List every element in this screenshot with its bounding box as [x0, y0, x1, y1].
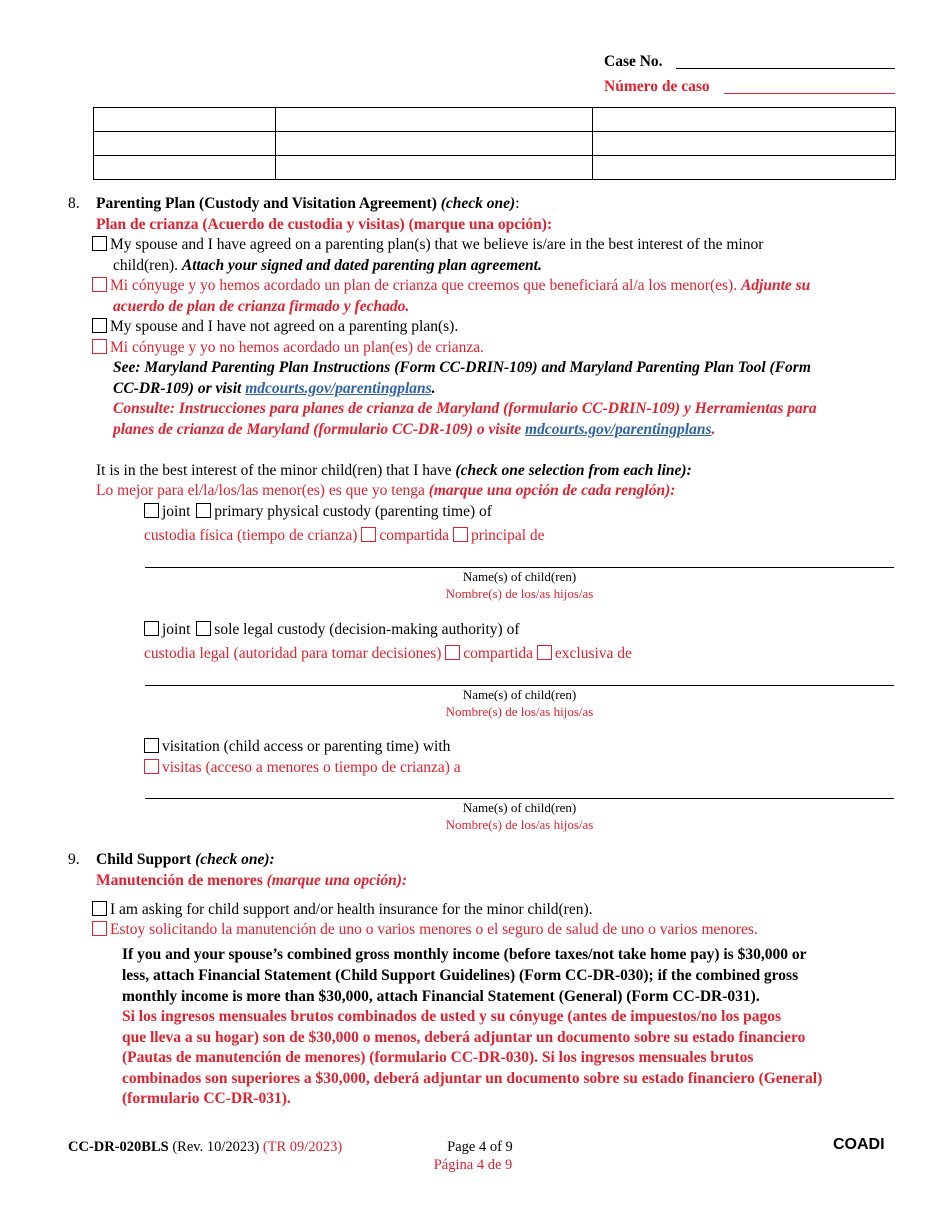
section-9-title-suffix: (check one):: [195, 851, 275, 868]
case-no-field[interactable]: [676, 68, 895, 69]
opt1-checkbox[interactable]: [92, 236, 107, 251]
parenting-plans-link-es[interactable]: mdcourts.gov/parentingplans: [525, 421, 712, 438]
legal-joint-checkbox[interactable]: [144, 621, 159, 636]
child-support-text: I am asking for child support and/or health insurance for the minor child(ren).: [110, 901, 593, 918]
child-support-es-checkbox[interactable]: [92, 921, 107, 936]
section-8-title-es: Plan de crianza (Acuerdo de custodia y visitas) (marque una opción):: [96, 216, 553, 233]
best-interest-es: [96, 481, 675, 501]
opt1-es-text: Mi cónyuge y yo hemos acordado un plan de crianza que creemos que beneficiará al/a los menor(es).: [110, 277, 738, 294]
legal-es-joint-checkbox[interactable]: [445, 645, 460, 660]
opt1-es-checkbox[interactable]: [92, 277, 107, 292]
legal-joint-label: joint: [162, 621, 191, 638]
table-cell[interactable]: [276, 108, 593, 132]
physical-custody-es-label: custodia física (tiempo de crianza): [144, 527, 358, 544]
legal-sole-checkbox[interactable]: [196, 621, 211, 636]
info-table: [93, 107, 896, 180]
visitation-es-row: [144, 758, 461, 778]
physical-es-joint-label: compartida: [379, 527, 450, 544]
child-support-row: [92, 900, 593, 920]
physical-joint-label: joint: [162, 503, 191, 520]
best-interest-es-instruction: (marque una opción de cada renglón):: [428, 482, 676, 499]
legal-custody-names-field[interactable]: [145, 685, 894, 686]
page-number: Page 4 of 9: [447, 1139, 513, 1155]
opt1-line2: [113, 256, 542, 276]
case-no-field-es[interactable]: [724, 93, 895, 94]
opt2-es-text: Mi cónyuge y yo no hemos acordado un plan(es) de crianza.: [110, 339, 485, 356]
table-cell[interactable]: [94, 156, 276, 180]
section-9-number: 9.: [68, 851, 80, 868]
opt1-es-row: [92, 276, 810, 296]
opt2-es-row: [92, 338, 484, 358]
legal-es-sole-label: exclusiva de: [554, 645, 632, 662]
physical-custody-label: primary physical custody (parenting time) of: [214, 503, 492, 520]
see-end: .: [431, 380, 436, 397]
opt1-es-attach-cont: acuerdo de plan de crianza firmado y fechado.: [113, 298, 410, 315]
note-es-line-4: combinados son superiores a $30,000, deberá adjuntar un documento sobre su estado financiero (General): [122, 1070, 823, 1087]
best-interest: [96, 461, 692, 481]
legal-custody-es-row: [144, 644, 632, 664]
legal-custody-es-label: custodia legal (autoridad para tomar decisiones): [144, 645, 442, 662]
opt1-attach: Attach your signed and dated parenting plan agreement.: [181, 257, 542, 274]
see-line1: See: Maryland Parenting Plan Instructions (Form CC-DRIN-109) and Maryland Parenting Plan Tool (Form: [113, 359, 811, 376]
form-tr: (TR 09/2023): [262, 1139, 343, 1155]
visitation-checkbox[interactable]: [144, 738, 159, 753]
legal-es-joint-label: compartida: [463, 645, 534, 662]
best-interest-text: It is in the best interest of the minor child(ren) that I have: [96, 462, 452, 479]
note-es-line-5: (formulario CC-DR-031).: [122, 1090, 291, 1107]
physical-custody-row: [144, 502, 492, 522]
opt1-text: My spouse and I have agreed on a parenting plan(s) that we believe is/are in the best interest of the minor: [110, 236, 764, 253]
visitation-label: visitation (child access or parenting time) with: [162, 738, 451, 755]
table-cell[interactable]: [276, 132, 593, 156]
section-9-title-es-suffix: (marque una opción):: [266, 872, 408, 889]
names-label-es: Nombre(s) de los/as hijos/as: [445, 586, 594, 601]
opt1-es-attach: Adjunte su: [740, 277, 811, 294]
note-es-line-1: Si los ingresos mensuales brutos combinados de usted y su cónyuge (antes de impuestos/no los pagos: [122, 1008, 781, 1025]
table-cell[interactable]: [593, 132, 896, 156]
physical-es-primary-checkbox[interactable]: [453, 527, 468, 542]
opt2-row: [92, 317, 458, 337]
legal-es-sole-checkbox[interactable]: [537, 645, 552, 660]
note-es-line-3: (Pautas de manutención de menores) (formulario CC-DR-030). Si los ingresos mensuales brutos: [122, 1049, 754, 1066]
opt2-es-checkbox[interactable]: [92, 339, 107, 354]
table-cell[interactable]: [593, 108, 896, 132]
opt1-text-cont: child(ren).: [113, 257, 178, 274]
table-cell[interactable]: [276, 156, 593, 180]
child-support-es-row: [92, 920, 758, 940]
section-8-colon: :: [515, 195, 520, 212]
table-cell[interactable]: [593, 156, 896, 180]
physical-joint-checkbox[interactable]: [144, 503, 159, 518]
names-label: Name(s) of child(ren): [462, 569, 577, 584]
names-label: Name(s) of child(ren): [462, 800, 577, 815]
footer-form-id: [68, 1138, 342, 1157]
see-es-line1: Consulte: Instrucciones para planes de crianza de Maryland (formulario CC-DRIN-109) y Herramientas para: [113, 400, 817, 417]
section-9-title-text: Child Support: [96, 851, 192, 868]
page-number-es: Página 4 de 9: [433, 1157, 513, 1173]
section-8-title-text: Parenting Plan (Custody and Visitation Agreement): [96, 195, 437, 212]
section-8-title-suffix: (check one): [440, 195, 516, 212]
best-interest-es-text: Lo mejor para el/la/los/las menor(es) es que yo tenga: [96, 482, 425, 499]
section-9-title: [96, 850, 275, 870]
visitation-row: [144, 737, 450, 757]
names-label-es: Nombre(s) de los/as hijos/as: [445, 704, 594, 719]
case-no-label: Case No.: [604, 53, 663, 70]
physical-primary-checkbox[interactable]: [196, 503, 211, 518]
see-es-line2: [113, 420, 715, 440]
section-8-title: [96, 194, 520, 214]
table-cell[interactable]: [94, 108, 276, 132]
see-text: CC-DR-109) or visit: [113, 380, 242, 397]
section-9-title-es: [96, 871, 407, 891]
section-8-number: 8.: [68, 195, 80, 212]
form-rev: (Rev. 10/2023): [172, 1139, 260, 1155]
legal-custody-label: sole legal custody (decision-making authority) of: [214, 621, 520, 638]
table-row: [94, 132, 896, 156]
see-es-text: planes de crianza de Maryland (formulario CC-DR-109) o visite: [113, 421, 522, 438]
names-label-es: Nombre(s) de los/as hijos/as: [445, 817, 594, 832]
case-no-label-es: Número de caso: [604, 78, 710, 95]
footer-code: COADI: [833, 1136, 885, 1153]
form-id: CC-DR-020BLS: [68, 1139, 169, 1155]
physical-es-joint-checkbox[interactable]: [361, 527, 376, 542]
child-support-es-text: Estoy solicitando la manutención de uno o varios menores o el seguro de salud de uno o varios menores.: [110, 921, 758, 938]
visitation-es-label: visitas (acceso a menores o tiempo de crianza) a: [162, 759, 461, 776]
visitation-names-field[interactable]: [145, 798, 894, 799]
note-line-1: If you and your spouse’s combined gross monthly income (before taxes/not take home pay) is $30,000 or: [122, 946, 807, 963]
legal-custody-row: [144, 620, 519, 640]
note-line-2: less, attach Financial Statement (Child Support Guidelines) (Form CC-DR-030); if the combined gross: [122, 967, 799, 984]
names-label: Name(s) of child(ren): [462, 687, 577, 702]
table-row: [94, 156, 896, 180]
note-line-3: monthly income is more than $30,000, attach Financial Statement (General) (Form CC-DR-031).: [122, 988, 760, 1005]
opt2-text: My spouse and I have not agreed on a parenting plan(s).: [110, 318, 459, 335]
section-9-title-es-text: Manutención de menores: [96, 872, 263, 889]
note-es-line-2: que lleva a su hogar) son de $30,000 o menos, deberá adjuntar un documento sobre su estado financiero: [122, 1029, 806, 1046]
physical-es-primary-label: principal de: [470, 527, 545, 544]
parenting-plans-link[interactable]: mdcourts.gov/parentingplans: [245, 380, 432, 397]
table-cell[interactable]: [94, 132, 276, 156]
physical-custody-names-field[interactable]: [145, 567, 894, 568]
opt2-checkbox[interactable]: [92, 318, 107, 333]
see-line2: [113, 379, 436, 399]
child-support-checkbox[interactable]: [92, 901, 107, 916]
visitation-es-checkbox[interactable]: [144, 759, 159, 774]
see-es-end: .: [711, 421, 716, 438]
opt1-row: [92, 235, 763, 255]
best-interest-instruction: (check one selection from each line):: [455, 462, 692, 479]
table-row: [94, 108, 896, 132]
physical-custody-es-row: [144, 526, 545, 546]
